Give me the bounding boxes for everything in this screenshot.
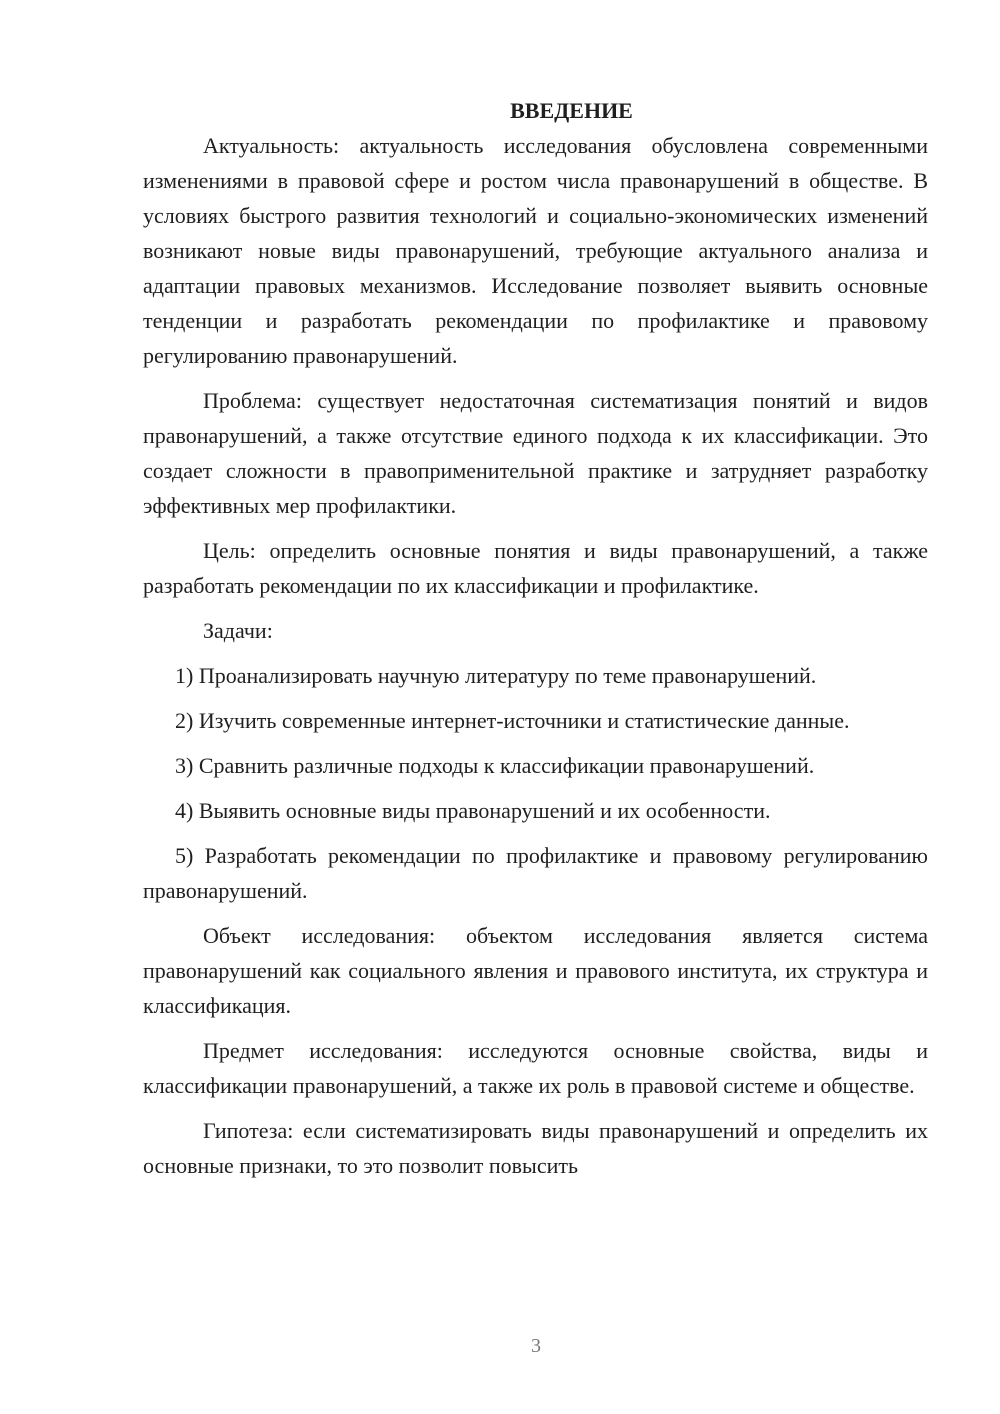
paragraph-relevance: Актуальность: актуальность исследования обусловлена современными изменениями в правовой сфере и ростом числа правонарушений в обществе. В условиях быстрого развития технологий и социально-экономических изменений возникают новые виды правонарушений, требующие актуального анализа и адаптации правовых механизмов. Исследование позволяет выявить основные тенденции и разработать рекомендации по профилактике и правовому регулированию правонарушений. bbox=[143, 133, 928, 368]
tasks-heading: Задачи: bbox=[203, 618, 273, 643]
paragraph-goal: Цель: определить основные понятия и виды правонарушений, а также разработать рекомендации по их классификации и профилактике. bbox=[143, 538, 928, 598]
document-page bbox=[143, 92, 928, 1183]
page-number: 3 bbox=[531, 1335, 541, 1357]
task-item-1: 1) Проанализировать научную литературу по теме правонарушений. bbox=[175, 663, 817, 688]
task-item-5: 5) Разработать рекомендации по профилактике и правовому регулированию правонарушений. bbox=[143, 843, 928, 903]
task-item-2: 2) Изучить современные интернет-источники и статистические данные. bbox=[175, 708, 850, 733]
paragraph-object: Объект исследования: объектом исследования является система правонарушений как социального явления и правового института, их структура и классификация. bbox=[143, 923, 928, 1018]
paragraph-subject: Предмет исследования: исследуются основные свойства, виды и классификации правонарушений, а также их роль в правовой системе и обществе. bbox=[143, 1038, 928, 1098]
task-item-3: 3) Сравнить различные подходы к классификации правонарушений. bbox=[175, 753, 815, 778]
task-item-4: 4) Выявить основные виды правонарушений и их особенности. bbox=[175, 798, 771, 823]
page-title: ВВЕДЕНИЕ bbox=[510, 98, 633, 123]
paragraph-problem: Проблема: существует недостаточная систематизация понятий и видов правонарушений, а также отсутствие единого подхода к их классификации. Это создает сложности в правоприменительной практике и затрудняет разработку эффективных мер профилактики. bbox=[143, 388, 928, 518]
paragraph-hypothesis: Гипотеза: если систематизировать виды правонарушений и определить их основные признаки, то это позволит повысить bbox=[143, 1118, 928, 1178]
